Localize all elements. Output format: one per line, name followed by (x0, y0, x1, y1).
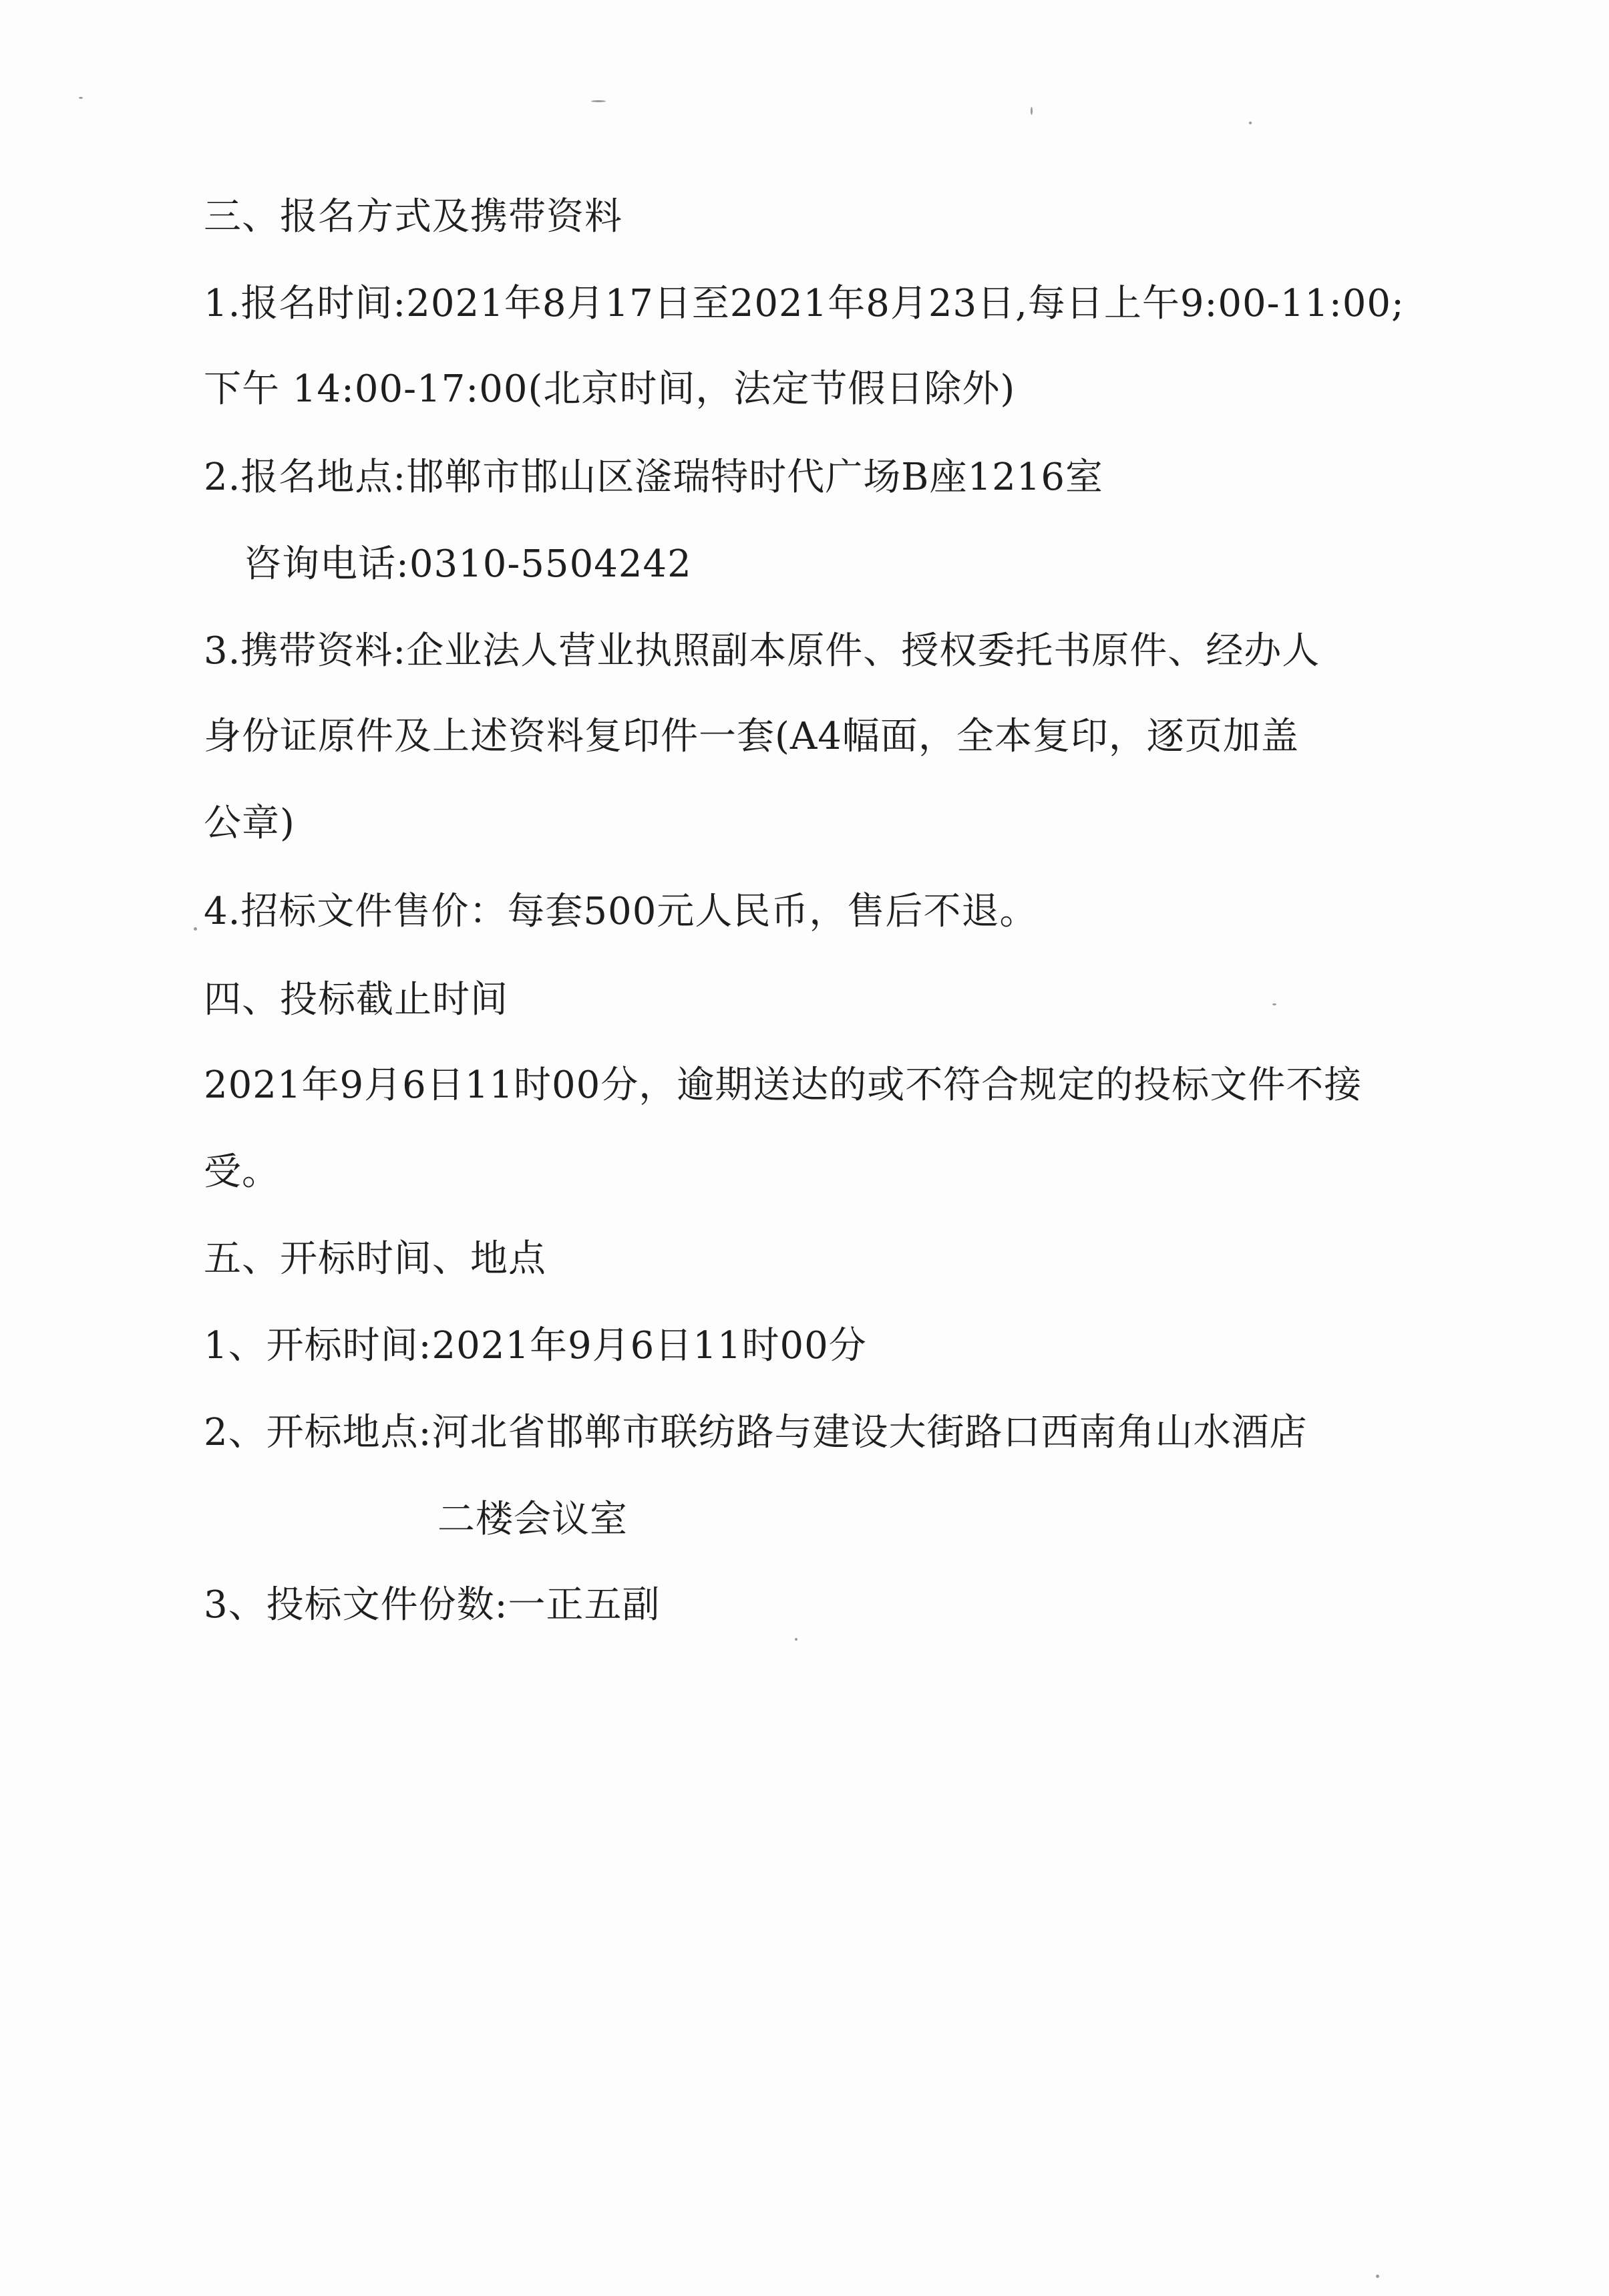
registration-time-line-2: 下午 14:00-17:00(北京时间，法定节假日除外) (204, 367, 1016, 411)
bid-opening-time: 1、开标时间:2021年9月6日11时00分 (204, 1324, 867, 1367)
scan-speck (1249, 122, 1252, 124)
scan-speck (1031, 107, 1033, 115)
scan-speck (591, 100, 606, 102)
scan-speck (79, 97, 83, 99)
deadline-line-1: 2021年9月6日11时00分，逾期送达的或不符合规定的投标文件不接 (204, 1063, 1363, 1107)
section-heading-bid-opening: 五、开标时间、地点 (204, 1237, 546, 1281)
deadline-line-2: 受。 (204, 1150, 280, 1194)
section-heading-registration: 三、报名方式及携带资料 (204, 195, 622, 238)
materials-line-1: 3.携带资料:企业法人营业执照副本原件、授权委托书原件、经办人 (204, 629, 1320, 673)
materials-line-2: 身份证原件及上述资料复印件一套(A4幅面，全本复印，逐页加盖 (204, 715, 1299, 758)
consultation-phone: 咨询电话:0310-5504242 (244, 542, 692, 586)
scan-speck (194, 927, 197, 931)
bid-opening-location-line-1: 2、开标地点:河北省邯郸市联纺路与建设大街路口西南角山水酒店 (204, 1411, 1308, 1454)
registration-time-line-1: 1.报名时间:2021年8月17日至2021年8月23日,每日上午9:00-11:00; (204, 282, 1405, 325)
bid-opening-location-line-2: 二楼会议室 (437, 1498, 628, 1541)
bid-copies-count: 3、投标文件份数:一正五副 (204, 1583, 661, 1627)
scan-speck (1272, 1003, 1276, 1005)
tender-document-price: 4.招标文件售价：每套500元人民币，售后不退。 (204, 890, 1038, 933)
section-heading-deadline: 四、投标截止时间 (204, 978, 508, 1021)
materials-line-3: 公章) (204, 802, 295, 845)
scan-speck (1376, 2275, 1379, 2278)
scan-speck (795, 1638, 797, 1641)
registration-location: 2.报名地点:邯郸市邯山区滏瑞特时代广场B座1216室 (204, 456, 1103, 499)
